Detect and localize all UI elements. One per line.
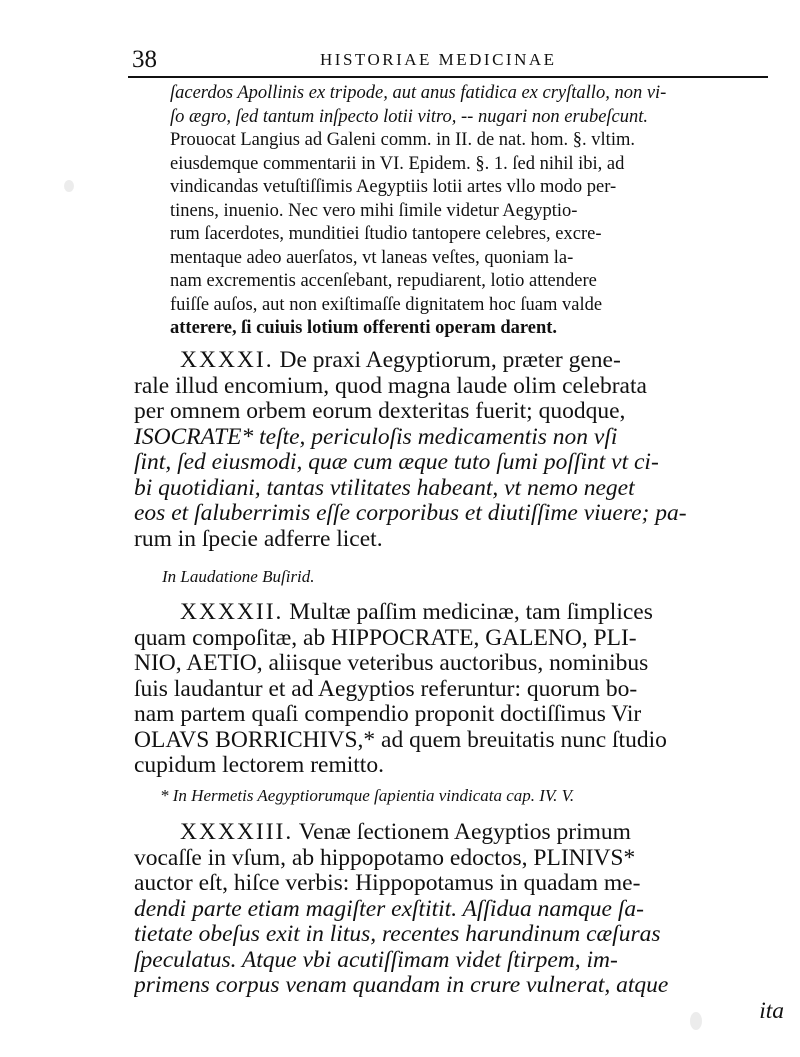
- text-line: rum ſacerdotes, munditiei ſtudio tantopere celebres, excre-: [170, 224, 602, 244]
- page-number: 38: [132, 46, 157, 73]
- running-title: HISTORIAE MEDICINAE: [320, 50, 557, 69]
- section-43: [134, 820, 784, 1024]
- text-line: OLAVS BORRICHIVS,* ad quem breuitatis nunc ſtudio: [134, 727, 667, 753]
- text-line: nam partem quaſi compendio proponit doctiſſimus Vir: [134, 702, 642, 727]
- footnote: In Laudatione Buſirid.: [162, 567, 315, 586]
- paper-smudge: [690, 1012, 702, 1030]
- text-line: atterere, ſi cuiuis lotium offerenti operam darent.: [170, 318, 558, 338]
- text-line: auctor eſt, hiſce verbis: Hippopotamus in quadam me-: [134, 871, 641, 896]
- text-fragment: Venæ ſectionem Aegyptios primum: [293, 820, 631, 845]
- text-line: primens corpus venam quandam in crure vulnerat, atque: [134, 973, 669, 998]
- section-number: XXXXI.: [180, 348, 274, 373]
- footnote: * In Hermetis Aegyptiorumque ſapientia vindicata cap. IV. V.: [160, 786, 575, 805]
- text-line: fuiſſe auſos, aut non exiſtimaſſe dignitatem hoc ſuam valde: [170, 294, 603, 315]
- text-line: bi quotidiani, tantas vtilitates habeant, vt nemo neget: [134, 475, 635, 501]
- text-line: cupidum lectorem remitto.: [134, 753, 384, 778]
- text-line: vindicandas vetuſtiſſimis Aegyptiis lotii artes vllo modo per-: [170, 177, 617, 197]
- footnote-continuation: [170, 82, 782, 341]
- text-line: ſint, ſed eiusmodi, quæ cum æque tuto ſumi poſſint vt ci-: [134, 450, 659, 475]
- text-line: vocaſſe in vſum, ab hippopotamo edoctos, PLINIVS*: [134, 845, 636, 871]
- text-line: [134, 348, 784, 374]
- text-line: nam excrementis accenſebant, repudiarent, lotio attendere: [170, 271, 597, 291]
- section-number: XXXXIII.: [180, 820, 294, 845]
- text-line: tinens, inuenio. Nec vero mihi ſimile videtur Aegyptio-: [170, 200, 578, 221]
- text-line: mentaque adeo auerſatos, vt laneas veſtes, quoniam la-: [170, 247, 574, 268]
- text-line: rum in ſpecie adferre licet.: [134, 526, 383, 552]
- text-line: eos et ſaluberrimis eſſe corporibus et diutiſſime viuere; pa-: [134, 501, 687, 526]
- section-42: [134, 600, 784, 779]
- text-fragment: De praxi Aegyptiorum, præter gene-: [273, 348, 621, 373]
- page-header: [128, 44, 768, 78]
- text-line: eiusdemque commentarii in VI. Epidem. §. 1. ſed nihil ibi, ad: [170, 153, 625, 174]
- text-line: dendi parte etiam magiſter exſtitit. Aſſidua namque ſa-: [134, 896, 644, 922]
- text-line: ita: [759, 998, 784, 1024]
- text-fragment: Multæ paſſim medicinæ, tam ſimplices: [283, 600, 653, 625]
- text-line: Prouocat Langius ad Galeni comm. in II. de nat. hom. §. vltim.: [170, 130, 635, 150]
- text-line: ſacerdos Apollinis ex tripode, aut anus fatidica ex cryſtallo, non vi-: [170, 83, 667, 103]
- text-line: rale illud encomium, quod magna laude olim celebrata: [134, 373, 647, 399]
- text-line: tietate obeſus exit in litus, recentes harundinum cæſuras: [134, 922, 661, 947]
- text-line: per omnem orbem eorum dexteritas fuerit; quodque,: [134, 399, 626, 424]
- section-number: XXXXII.: [180, 600, 284, 625]
- text-line: ISOCRATE* teſte, periculoſis medicamentis non vſi: [134, 424, 618, 450]
- text-line: ſpeculatus. Atque vbi acutiſſimam videt ſtirpem, im-: [134, 947, 618, 973]
- section-41: [134, 348, 784, 552]
- paper-smudge: [64, 180, 74, 192]
- text-line: ſo ægro, ſed tantum inſpecto lotii vitro, -- nugari non erubeſcunt.: [170, 106, 649, 127]
- text-line: ſuis laudantur et ad Aegyptios referuntur: quorum bo-: [134, 676, 638, 702]
- text-line: [134, 600, 784, 626]
- text-line: NIO, AETIO, aliisque veteribus auctoribus, nominibus: [134, 651, 649, 676]
- text-line: quam compoſitæ, ab HIPPOCRATE, GALENO, PLI-: [134, 625, 637, 651]
- text-line: [134, 820, 784, 846]
